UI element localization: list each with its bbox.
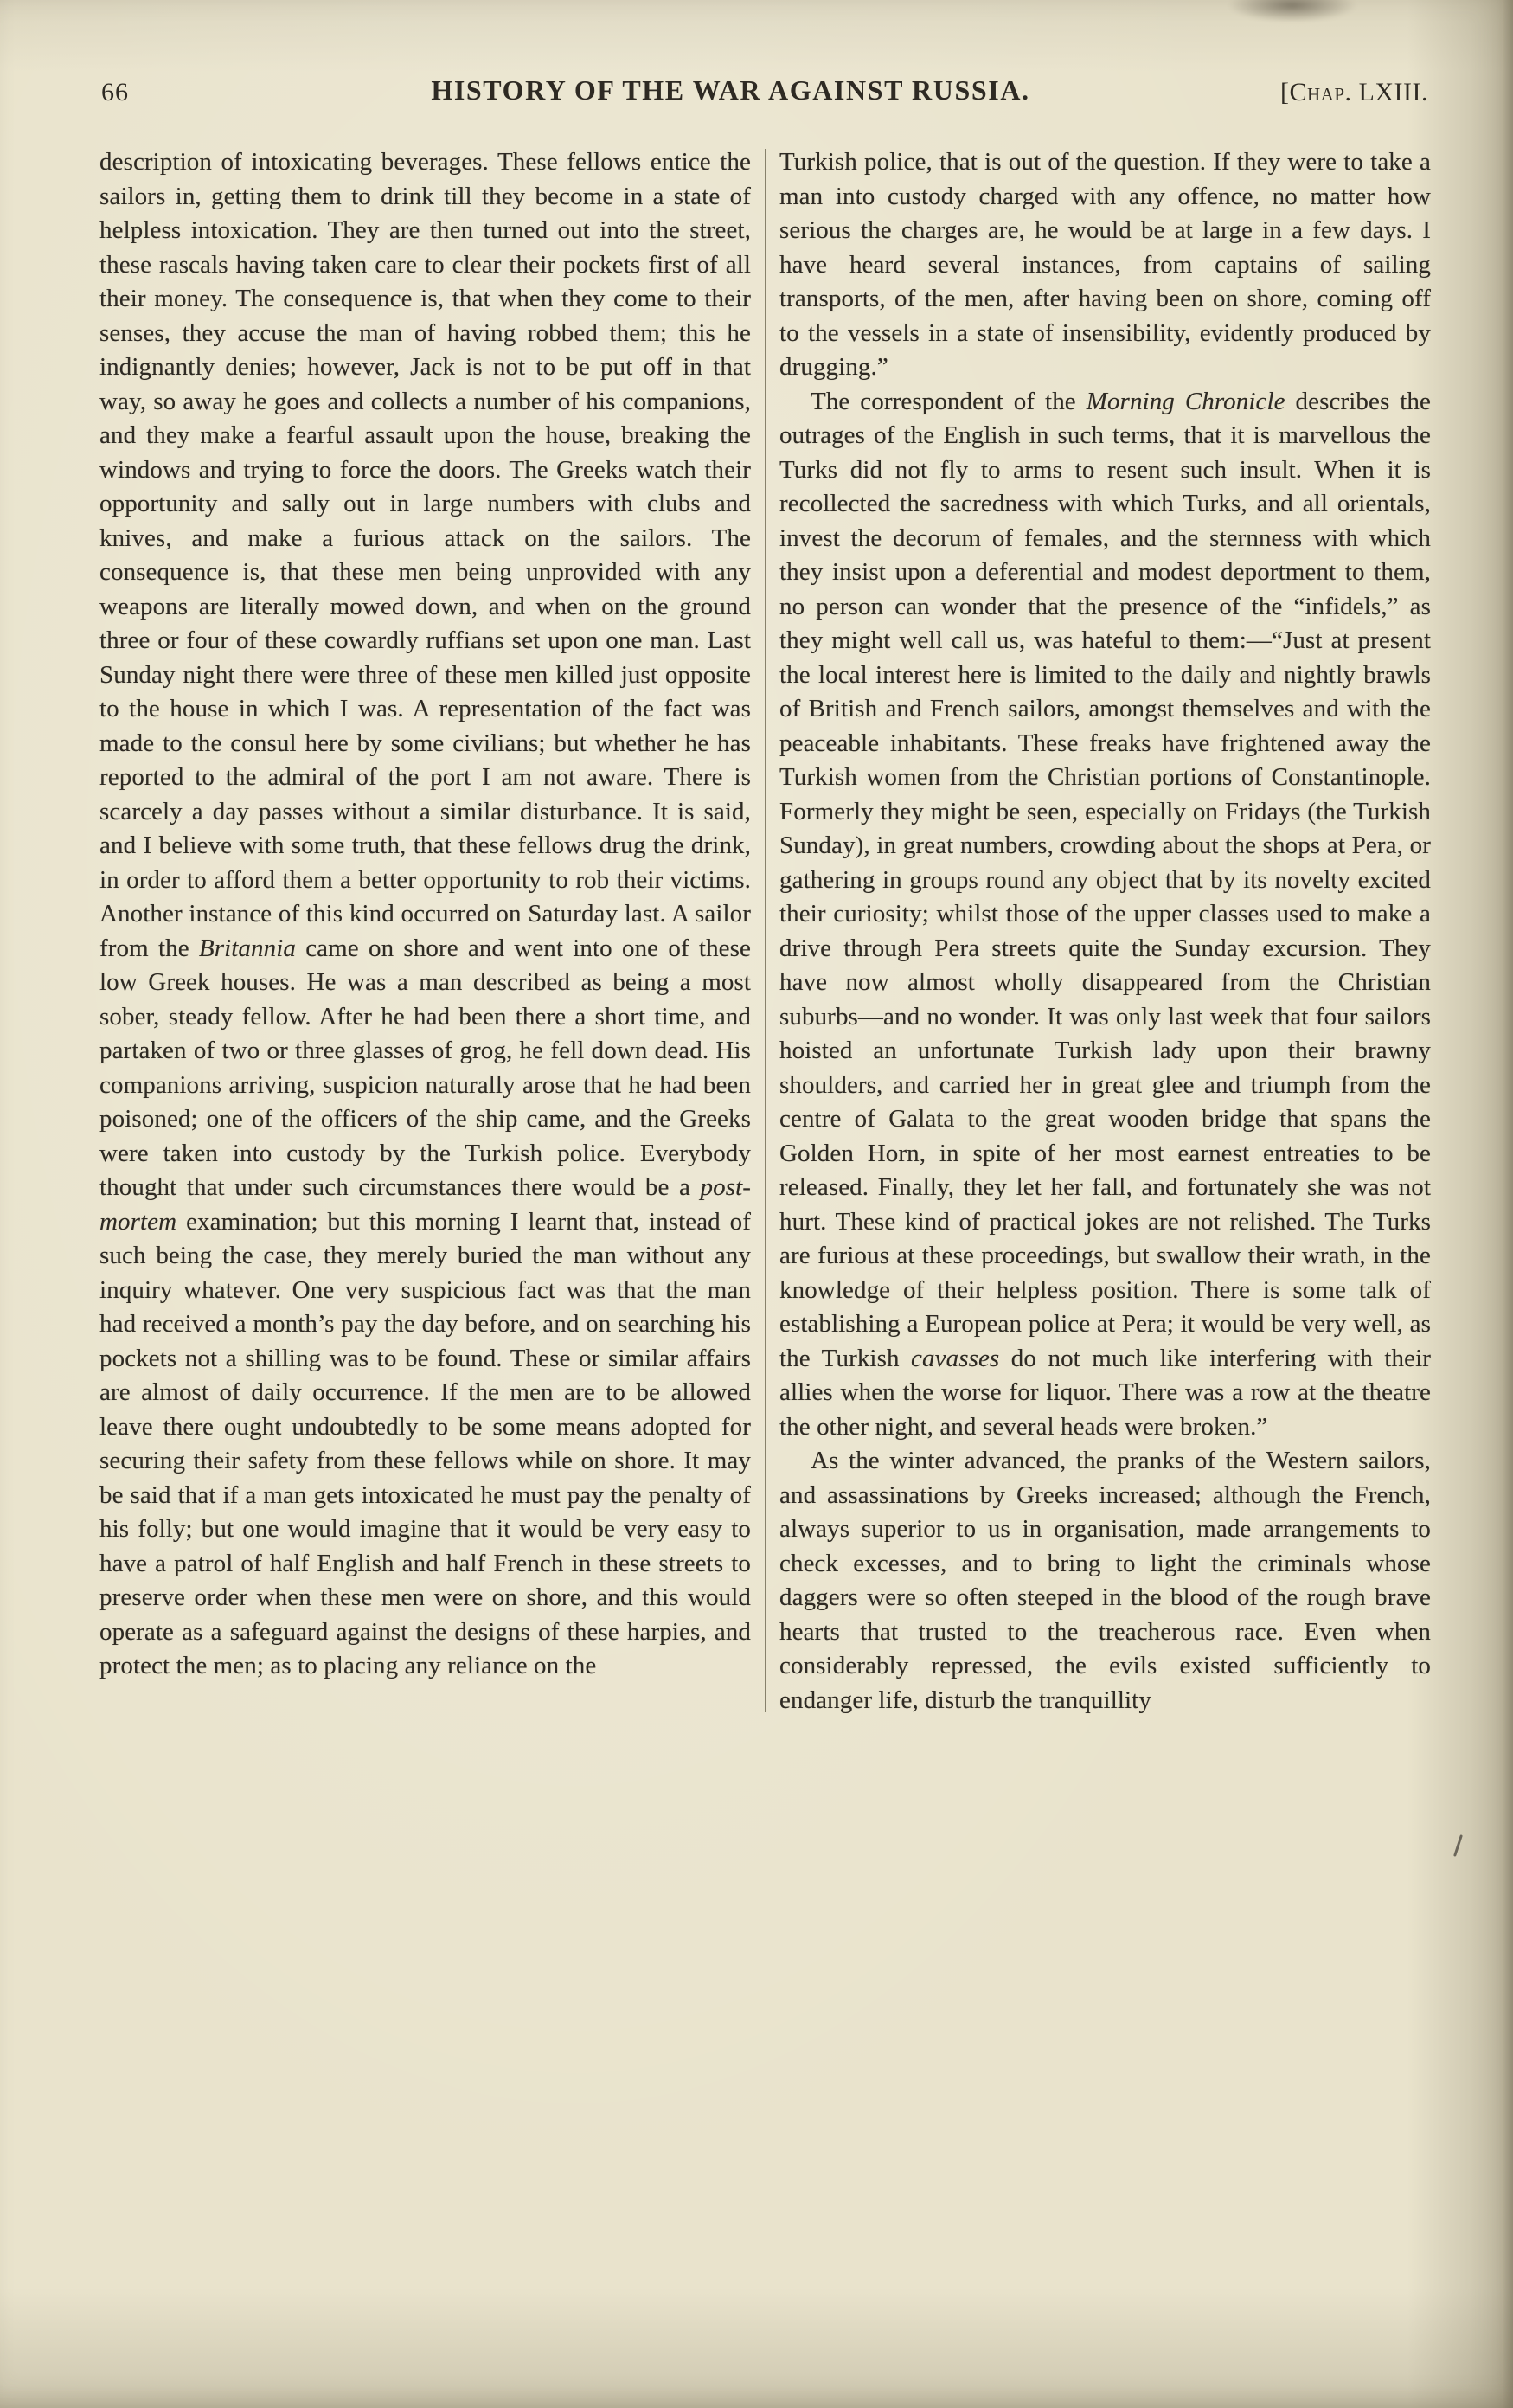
margin-pen-mark	[1453, 1834, 1463, 1857]
italic-text: cavasses	[911, 1344, 1000, 1372]
paragraph	[99, 145, 751, 1684]
body-text: came on shore and went into one of these low Greek houses. He was a man described as being a most sober, steady fellow. After he had been there a short time, and partaken of two or three glasses of grog, he fell down dead. His companions arriving, suspicion naturally arose that he had been poisoned; one of the officers of the ship came, and the Greeks were taken into custody by the Turkish police. Everybody thought that under such circumstances there would be a	[99, 934, 752, 1201]
chapter-label: [Chap. LXIII.	[1280, 78, 1428, 106]
italic-text: Britannia	[198, 934, 296, 962]
page-header	[0, 0, 1513, 130]
page-number: 66	[101, 78, 129, 106]
left-column	[99, 145, 751, 1718]
running-title: HISTORY OF THE WAR AGAINST RUSSIA.	[431, 74, 1030, 106]
italic-text: post-mortem	[99, 1173, 751, 1236]
body-text: As the winter advanced, the pranks of the Western sailors, and assassinations by Greeks increased; although the French, always superior to us in organisation, made arrangements to check excesses, and to bring to light the criminals whose daggers were so often steeped in the blood of the rough brave hearts that trusted to the treacherous race. Even when considerably repressed, the evils existed sufficiently to endanger life, disturb the tranquillity	[779, 1447, 1431, 1714]
right-column	[779, 145, 1431, 1718]
paragraph	[779, 385, 1431, 1445]
body-text: examination; but this morning I learnt that, instead of such being the case, they merely buried the man without any inquiry whatever. One very suspicious fact was that the man had received a month’s pay the day before, and on searching his pockets not a shilling was to be found. These or similar affairs are almost of daily occurrence. If the men are to be allowed leave there ought undoubtedly to be some means adopted for securing their safety from these fellows while on shore. It may be said that if a man gets intoxicated he must pay the penalty of his folly; but one would imagine that it would be very easy to have a patrol of half English and half French in these streets to preserve order when these men were on shore, and this would operate as a safeguard against the designs of these harpies, and protect the men; as to placing any reliance on the	[99, 1207, 751, 1679]
column-divider	[765, 149, 766, 1712]
body-text: description of intoxicating beverages. These fellows entice the sailors in, getting them to drink till they become in a state of helpless intoxication. They are then turned out into the street, these rascals having taken care to clear their pockets first of all their money. The consequence is, that when they come to their senses, they accuse the man of having robbed them; this he indignantly denies; however, Jack is not to be put off in that way, so away he goes and collects a number of his companions, and they make a fearful assault upon the house, breaking the windows and trying to force the doors. The Greeks watch their opportunity and sally out in large numbers with clubs and knives, and make a furious attack on the sailors. The consequence is, that these men being unprovided with any weapons are literally mowed down, and when on the ground three or four of these cowardly ruffians set upon one man. Last Sunday night there were three of these men killed just opposite to the house in which I was. A representation of the fact was made to the consul here by some civilians; but whether he has reported to the admiral of the port I am not aware. There is scarcely a day passes without a similar disturbance. It is said, and I believe with some truth, that these fellows drug the drink, in order to afford them a better opportunity to rob their victims. Another instance of this kind occurred on Saturday last. A sailor from the	[99, 148, 751, 962]
italic-text: Morning Chronicle	[1086, 387, 1285, 415]
text-columns	[0, 130, 1513, 1718]
body-text: do not much like interfering with their allies when the worse for liquor. There was a row at the theatre the other night, and several heads were broken.”	[779, 1344, 1431, 1441]
body-text: describes the outrages of the English in such terms, that it is marvellous the Turks did not fly to arms to resent such insult. When it is recollected the sacredness with which Turks, and all orientals, invest the decorum of females, and the sternness with which they insist upon a deferential and modest deportment to them, no person can wonder that the presence of the “infidels,” as they might well call us, was hateful to them:—“Just at present the local interest here is limited to the daily and nightly brawls of British and French sailors, amongst themselves and with the peaceable inhabitants. These freaks have frightened away the Turkish women from the Christian portions of Constantinople. Formerly they might be seen, especially on Fridays (the Turkish Sunday), in great numbers, crowding about the shops at Pera, or gathering in groups round any object that by its novelty excited their curiosity; whilst those of the upper classes used to make a drive through Pera streets quite the Sunday excursion. They have now almost wholly disappeared from the Christian suburbs—and no wonder. It was only last week that four sailors hoisted an unfortunate Turkish lady upon their brawny shoulders, and carried her in great glee and triumph from the centre of Galata to the great wooden bridge that spans the Golden Horn, in spite of her most earnest entreaties to be released. Finally, they let her fall, and fortunately she was not hurt. These kind of practical jokes are not relished. The Turks are furious at these proceedings, but swallow their wrath, in the knowledge of their helpless position. There is some talk of establishing a European police at Pera; it would be very well, as the Turkish	[779, 387, 1431, 1372]
body-text: The correspondent of the	[811, 387, 1087, 415]
body-text: Turkish police, that is out of the question. If they were to take a man into custody charged with any offence, no matter how serious the charges are, he would be at large in a few days. I have heard several instances, from captains of sailing transports, of the men, after having been on shore, coming off to the vessels in a state of insensibility, evidently produced by drugging.”	[779, 148, 1431, 381]
paragraph	[779, 145, 1431, 385]
paragraph	[779, 1444, 1431, 1718]
